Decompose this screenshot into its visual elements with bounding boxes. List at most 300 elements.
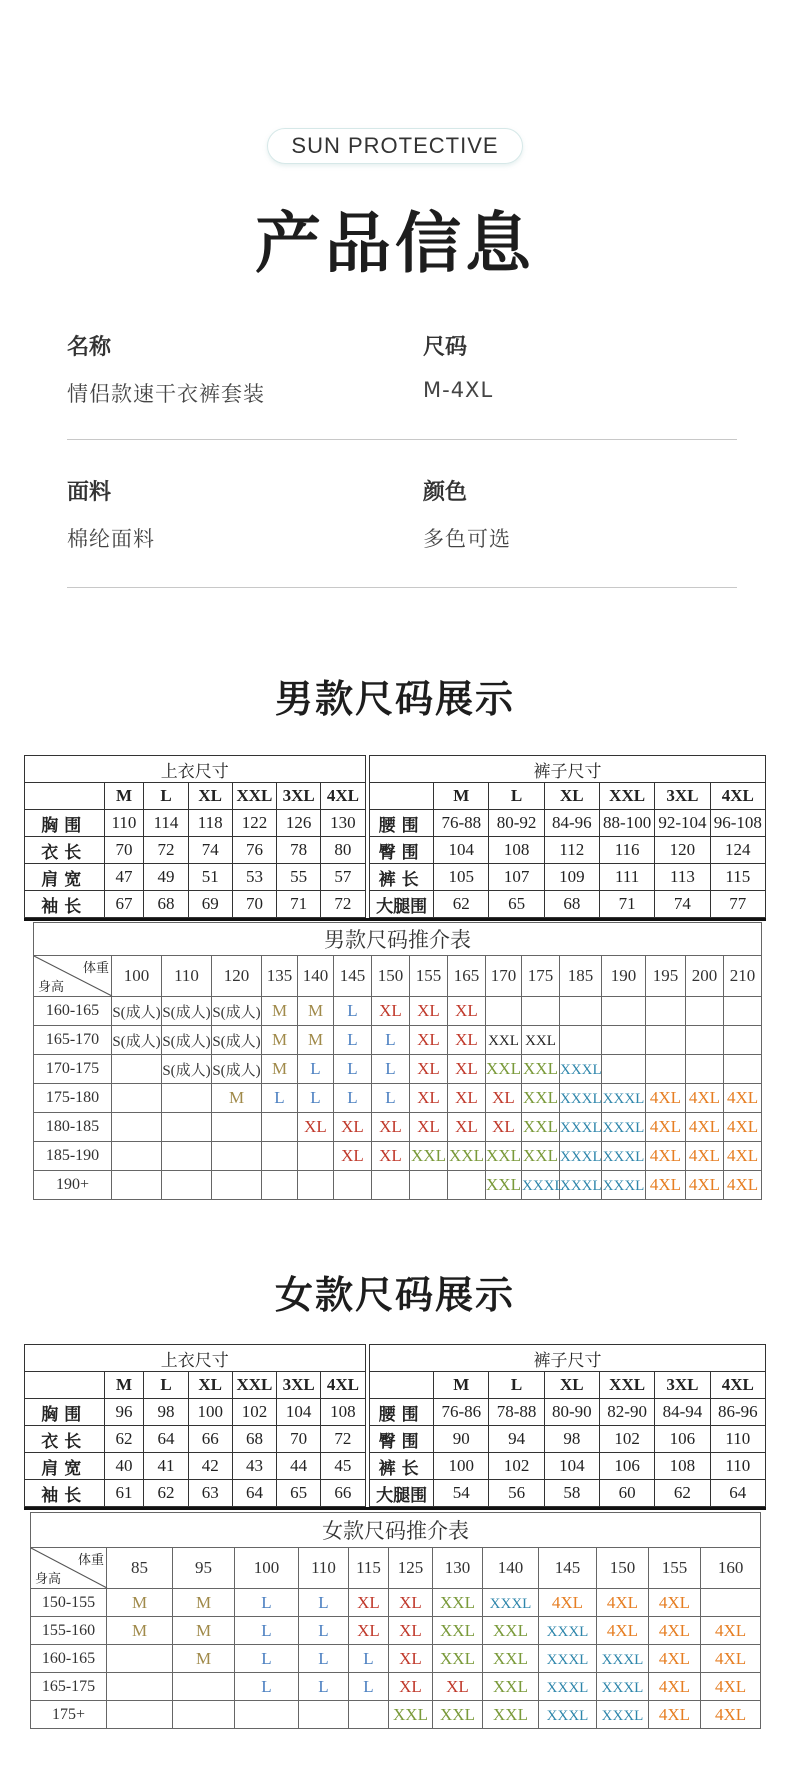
size-recommendation <box>162 997 212 1026</box>
size-recommendation <box>262 1026 298 1055</box>
size-recommendation <box>112 997 162 1026</box>
size-header: M <box>434 1372 489 1399</box>
size-value: 4XL <box>688 1117 721 1136</box>
size-recommendation <box>212 1142 262 1171</box>
size-value: L <box>347 1030 358 1049</box>
size-recommendation <box>448 1055 486 1084</box>
measure-value: 66 <box>188 1426 232 1453</box>
size-recommendation <box>173 1617 235 1645</box>
size-recommendation <box>389 1645 433 1673</box>
table-separator <box>24 1507 766 1510</box>
measure-value: 74 <box>188 837 232 864</box>
size-row <box>25 1453 766 1480</box>
size-recommendation <box>107 1701 173 1729</box>
size-value: XL <box>304 1117 327 1136</box>
size-recommendation <box>410 1055 448 1084</box>
size-value: XL <box>399 1676 422 1696</box>
height-range: 165-175 <box>31 1673 107 1701</box>
size-value: S(成人) <box>212 1062 261 1079</box>
size-value: XXL <box>440 1592 475 1612</box>
size-value: XL <box>455 1117 478 1136</box>
weight-value: 135 <box>262 956 298 997</box>
size-recommendation <box>483 1673 539 1701</box>
size-recommendation <box>649 1589 701 1617</box>
size-row <box>25 837 766 864</box>
measure-value: 122 <box>232 810 276 837</box>
size-value: XXL <box>493 1704 528 1724</box>
size-value: XL <box>417 1059 440 1078</box>
size-recommendation <box>724 1084 762 1113</box>
measure-value: 111 <box>599 864 654 891</box>
height-label: 身高 <box>38 980 65 995</box>
rec-row <box>31 1701 761 1729</box>
size-recommendation <box>597 1701 649 1729</box>
size-value: XL <box>379 1117 402 1136</box>
measure-value: 76-88 <box>434 810 489 837</box>
height-label: 身高 <box>35 1572 62 1587</box>
size-value: XL <box>417 1030 440 1049</box>
info-value-fabric: 棉纶面料 <box>67 527 155 551</box>
pants-size-title: 裤子尺寸 <box>370 756 766 783</box>
measure-value: 78-88 <box>489 1399 544 1426</box>
size-recommendation <box>410 1171 448 1200</box>
size-recommendation <box>522 1055 560 1084</box>
size-value: L <box>261 1620 272 1640</box>
size-recommendation <box>646 1171 686 1200</box>
measure-value: 96-108 <box>710 810 765 837</box>
size-value: 4XL <box>726 1117 759 1136</box>
size-recommendation <box>410 1084 448 1113</box>
size-recommendation <box>212 1055 262 1084</box>
size-value: 4XL <box>649 1146 682 1165</box>
size-recommendation <box>448 1026 486 1055</box>
size-value: XXL <box>486 1175 521 1194</box>
weight-value: 190 <box>602 956 646 997</box>
size-recommendation <box>112 1084 162 1113</box>
rec-title-row <box>31 1513 761 1548</box>
weight-value: 150 <box>372 956 410 997</box>
info-label-size: 尺码 <box>423 335 468 360</box>
measure-value: 109 <box>544 864 599 891</box>
size-recommendation <box>334 1055 372 1084</box>
rec-row <box>34 997 762 1026</box>
size-recommendation <box>212 1026 262 1055</box>
measure-value: 104 <box>277 1399 321 1426</box>
size-recommendation <box>262 1055 298 1084</box>
size-recommendation <box>410 997 448 1026</box>
size-row <box>25 1426 766 1453</box>
size-value: XXL <box>488 1033 519 1049</box>
info-divider <box>67 587 737 588</box>
size-recommendation <box>349 1589 389 1617</box>
measure-value: 70 <box>104 837 144 864</box>
size-value: L <box>318 1592 329 1612</box>
size-recommendation <box>539 1673 597 1701</box>
size-value: XL <box>357 1592 380 1612</box>
size-value: XL <box>492 1117 515 1136</box>
rec-row <box>31 1589 761 1617</box>
weight-header-row <box>31 1548 761 1589</box>
size-header: 3XL <box>655 1372 710 1399</box>
size-recommendation <box>448 1113 486 1142</box>
size-value: M <box>271 1059 288 1078</box>
size-recommendation <box>298 1055 334 1084</box>
size-recommendation <box>560 1084 602 1113</box>
size-header: L <box>489 783 544 810</box>
size-recommendation <box>334 1026 372 1055</box>
size-value: XXXL <box>546 1651 589 1668</box>
size-recommendation <box>686 1055 724 1084</box>
size-header: 4XL <box>710 783 765 810</box>
measure-value: 60 <box>599 1480 654 1507</box>
measure-value: 70 <box>277 1426 321 1453</box>
size-value: XXL <box>523 1146 558 1165</box>
size-recommendation <box>560 1142 602 1171</box>
weight-value: 100 <box>235 1548 299 1589</box>
height-range: 180-185 <box>34 1113 112 1142</box>
size-recommendation <box>483 1589 539 1617</box>
measure-value: 62 <box>104 1426 144 1453</box>
size-recommendation <box>298 1084 334 1113</box>
measure-value: 77 <box>710 891 765 918</box>
measure-value: 118 <box>188 810 232 837</box>
measure-value: 62 <box>144 1480 188 1507</box>
rec-row <box>31 1645 761 1673</box>
size-recommendation <box>486 1026 522 1055</box>
weight-value: 110 <box>299 1548 349 1589</box>
measure-value: 53 <box>232 864 276 891</box>
weight-value: 140 <box>298 956 334 997</box>
size-recommendation <box>724 1171 762 1200</box>
measure-value: 72 <box>321 891 365 918</box>
size-recommendation <box>349 1645 389 1673</box>
weight-value: 115 <box>349 1548 389 1589</box>
size-value: XXXL <box>601 1707 644 1724</box>
height-range: 170-175 <box>34 1055 112 1084</box>
size-value: M <box>271 1030 288 1049</box>
height-range: 150-155 <box>31 1589 107 1617</box>
size-recommendation <box>649 1701 701 1729</box>
weight-value: 145 <box>539 1548 597 1589</box>
top-size-title: 上衣尺寸 <box>25 756 366 783</box>
size-recommendation <box>686 997 724 1026</box>
size-value: XL <box>417 1117 440 1136</box>
size-recommendation <box>235 1589 299 1617</box>
size-recommendation <box>372 1171 410 1200</box>
size-value: XL <box>379 1146 402 1165</box>
size-recommendation <box>235 1701 299 1729</box>
measure-value: 64 <box>710 1480 765 1507</box>
size-header: 3XL <box>277 1372 321 1399</box>
measure-value: 124 <box>710 837 765 864</box>
size-recommendation <box>389 1617 433 1645</box>
size-recommendation <box>112 1142 162 1171</box>
size-recommendation <box>602 1084 646 1113</box>
size-recommendation <box>724 1113 762 1142</box>
measure-value: 84-96 <box>544 810 599 837</box>
weight-label: 体重 <box>82 961 109 976</box>
size-recommendation <box>410 1142 448 1171</box>
men-size-table <box>24 755 766 918</box>
measure-value: 61 <box>104 1480 144 1507</box>
size-value: S(成人) <box>162 1004 211 1021</box>
size-recommendation <box>522 1171 564 1200</box>
size-header: M <box>434 783 489 810</box>
size-recommendation <box>646 1113 686 1142</box>
measure-label: 袖长 <box>25 1480 105 1507</box>
info-label-fabric: 面料 <box>67 480 112 505</box>
weight-value: 200 <box>686 956 724 997</box>
size-value: L <box>385 1059 396 1078</box>
size-recommendation <box>560 1026 602 1055</box>
size-recommendation <box>112 1055 162 1084</box>
size-recommendation <box>410 1113 448 1142</box>
size-recommendation <box>646 1055 686 1084</box>
size-value: XL <box>399 1592 422 1612</box>
size-value: L <box>347 1001 358 1020</box>
measure-label: 裤长 <box>370 864 434 891</box>
measure-label: 臀围 <box>370 1426 434 1453</box>
size-value: S(成人) <box>212 1004 261 1021</box>
size-value: XXL <box>486 1146 521 1165</box>
measure-label: 衣长 <box>25 1426 105 1453</box>
measure-label: 臀围 <box>370 837 434 864</box>
size-recommendation <box>448 1142 486 1171</box>
size-recommendation <box>597 1589 649 1617</box>
size-value: L <box>347 1059 358 1078</box>
size-header: M <box>104 783 144 810</box>
size-recommendation <box>299 1589 349 1617</box>
height-range: 175+ <box>31 1701 107 1729</box>
size-recommendation <box>162 1113 212 1142</box>
size-recommendation <box>262 1113 298 1142</box>
top-size-title: 上衣尺寸 <box>25 1345 366 1372</box>
measure-value: 104 <box>544 1453 599 1480</box>
size-recommendation <box>349 1701 389 1729</box>
size-value: 4XL <box>688 1146 721 1165</box>
info-value-name: 情侣款速干衣裤套装 <box>67 382 265 406</box>
size-recommendation <box>349 1673 389 1701</box>
rec-row <box>34 1113 762 1142</box>
size-recommendation <box>262 1142 298 1171</box>
measure-value: 71 <box>599 891 654 918</box>
measure-label: 肩宽 <box>25 1453 105 1480</box>
size-value: 4XL <box>606 1620 639 1640</box>
weight-value: 210 <box>724 956 762 997</box>
measure-value: 126 <box>277 810 321 837</box>
size-row <box>25 1480 766 1507</box>
size-value: 4XL <box>688 1088 721 1107</box>
size-recommendation <box>372 1026 410 1055</box>
page-title: 产品信息 <box>255 205 535 282</box>
size-recommendation <box>602 1026 646 1055</box>
size-recommendation <box>724 997 762 1026</box>
size-value: S(成人) <box>212 1033 261 1050</box>
size-value: 4XL <box>649 1088 682 1107</box>
size-recommendation <box>486 1113 522 1142</box>
size-header: XL <box>544 1372 599 1399</box>
weight-value: 195 <box>646 956 686 997</box>
size-recommendation <box>235 1617 299 1645</box>
size-recommendation <box>539 1617 597 1645</box>
size-value: XXL <box>523 1117 558 1136</box>
size-header: XXL <box>232 1372 276 1399</box>
size-recommendation <box>162 1055 212 1084</box>
size-recommendation <box>724 1055 762 1084</box>
height-range: 165-170 <box>34 1026 112 1055</box>
size-recommendation <box>486 1055 522 1084</box>
weight-value: 155 <box>410 956 448 997</box>
size-value: L <box>347 1088 358 1107</box>
rec-title-row <box>34 923 762 956</box>
measure-value: 100 <box>188 1399 232 1426</box>
size-recommendation <box>522 997 560 1026</box>
size-recommendation <box>262 1084 298 1113</box>
size-value: XXXL <box>601 1679 644 1696</box>
size-value: L <box>261 1648 272 1668</box>
size-recommendation <box>686 1026 724 1055</box>
size-recommendation <box>486 1142 522 1171</box>
size-value: L <box>385 1088 396 1107</box>
measure-value: 98 <box>544 1426 599 1453</box>
measure-label: 肩宽 <box>25 864 105 891</box>
size-header: XL <box>188 1372 232 1399</box>
measure-label: 大腿围 <box>370 1480 434 1507</box>
size-header: L <box>489 1372 544 1399</box>
measure-value: 65 <box>277 1480 321 1507</box>
size-recommendation <box>299 1617 349 1645</box>
weight-value: 100 <box>112 956 162 997</box>
info-divider <box>67 439 737 440</box>
weight-value: 175 <box>522 956 560 997</box>
size-value: XL <box>417 1001 440 1020</box>
size-value: XXXL <box>560 1178 602 1194</box>
weight-value: 125 <box>389 1548 433 1589</box>
height-range: 175-180 <box>34 1084 112 1113</box>
size-value: XXL <box>523 1088 558 1107</box>
size-recommendation <box>162 1026 212 1055</box>
size-row <box>25 1399 766 1426</box>
size-value: M <box>195 1648 212 1668</box>
empty-cell <box>25 1372 105 1399</box>
weight-value: 170 <box>486 956 522 997</box>
measure-value: 47 <box>104 864 144 891</box>
rec-row <box>34 1142 762 1171</box>
size-value: XXL <box>486 1059 521 1078</box>
measure-label: 大腿围 <box>370 891 434 918</box>
size-value: XXL <box>411 1146 446 1165</box>
measure-value: 68 <box>544 891 599 918</box>
measure-value: 82-90 <box>599 1399 654 1426</box>
weight-value: 130 <box>433 1548 483 1589</box>
measure-value: 76-86 <box>434 1399 489 1426</box>
measure-value: 66 <box>321 1480 365 1507</box>
measure-value: 78 <box>277 837 321 864</box>
size-recommendation <box>560 1171 602 1200</box>
size-recommendation <box>701 1645 761 1673</box>
rec-row <box>34 1171 762 1200</box>
size-value: XXL <box>393 1704 428 1724</box>
size-recommendation <box>107 1617 173 1645</box>
size-recommendation <box>522 1113 560 1142</box>
size-recommendation <box>433 1589 483 1617</box>
rec-table-title: 男款尺码推介表 <box>34 923 762 956</box>
men-recommend-table <box>33 922 762 1200</box>
size-value: XXXL <box>489 1595 532 1612</box>
size-header: XL <box>544 783 599 810</box>
size-title-row <box>25 1345 766 1372</box>
size-value: 4XL <box>714 1704 747 1724</box>
weight-value: 85 <box>107 1548 173 1589</box>
size-recommendation <box>686 1142 724 1171</box>
size-recommendation <box>162 1142 212 1171</box>
measure-value: 43 <box>232 1453 276 1480</box>
size-header: 4XL <box>321 783 365 810</box>
size-recommendation <box>389 1673 433 1701</box>
size-recommendation <box>299 1673 349 1701</box>
size-recommendation <box>602 1113 646 1142</box>
size-recommendation <box>107 1673 173 1701</box>
size-recommendation <box>649 1645 701 1673</box>
measure-value: 76 <box>232 837 276 864</box>
size-header: 3XL <box>277 783 321 810</box>
size-value: M <box>131 1620 148 1640</box>
size-recommendation <box>298 1142 334 1171</box>
measure-value: 130 <box>321 810 365 837</box>
size-value: M <box>228 1088 245 1107</box>
measure-value: 106 <box>655 1426 710 1453</box>
measure-value: 80-92 <box>489 810 544 837</box>
size-value: XXL <box>493 1620 528 1640</box>
size-value: 4XL <box>658 1648 691 1668</box>
women-section-title: 女款尺码展示 <box>274 1273 515 1317</box>
measure-value: 70 <box>232 891 276 918</box>
height-range: 155-160 <box>31 1617 107 1645</box>
size-recommendation <box>483 1701 539 1729</box>
size-value: XXXL <box>602 1120 645 1136</box>
size-value: XXXL <box>546 1679 589 1696</box>
size-value: L <box>318 1648 329 1668</box>
sun-protective-badge: SUN PROTECTIVE <box>267 128 523 164</box>
size-value: 4XL <box>658 1704 691 1724</box>
size-recommendation <box>486 997 522 1026</box>
size-recommendation <box>686 1113 724 1142</box>
size-value: XXXL <box>560 1120 602 1136</box>
size-value: M <box>307 1030 324 1049</box>
size-value: L <box>318 1676 329 1696</box>
size-value: 4XL <box>714 1648 747 1668</box>
info-label-name: 名称 <box>67 335 112 360</box>
size-value: L <box>385 1030 396 1049</box>
size-recommendation <box>235 1673 299 1701</box>
size-header: XXL <box>232 783 276 810</box>
measure-value: 90 <box>434 1426 489 1453</box>
measure-value: 72 <box>144 837 188 864</box>
size-recommendation <box>162 1171 212 1200</box>
size-recommendation <box>389 1589 433 1617</box>
size-recommendation <box>433 1617 483 1645</box>
measure-value: 88-100 <box>599 810 654 837</box>
empty-cell <box>25 783 105 810</box>
size-recommendation <box>486 1084 522 1113</box>
size-recommendation <box>701 1673 761 1701</box>
measure-value: 62 <box>655 1480 710 1507</box>
measure-label: 胸围 <box>25 810 105 837</box>
size-recommendation <box>602 1171 646 1200</box>
info-value-color: 多色可选 <box>423 527 511 551</box>
size-value: XL <box>455 1001 478 1020</box>
size-recommendation <box>560 997 602 1026</box>
